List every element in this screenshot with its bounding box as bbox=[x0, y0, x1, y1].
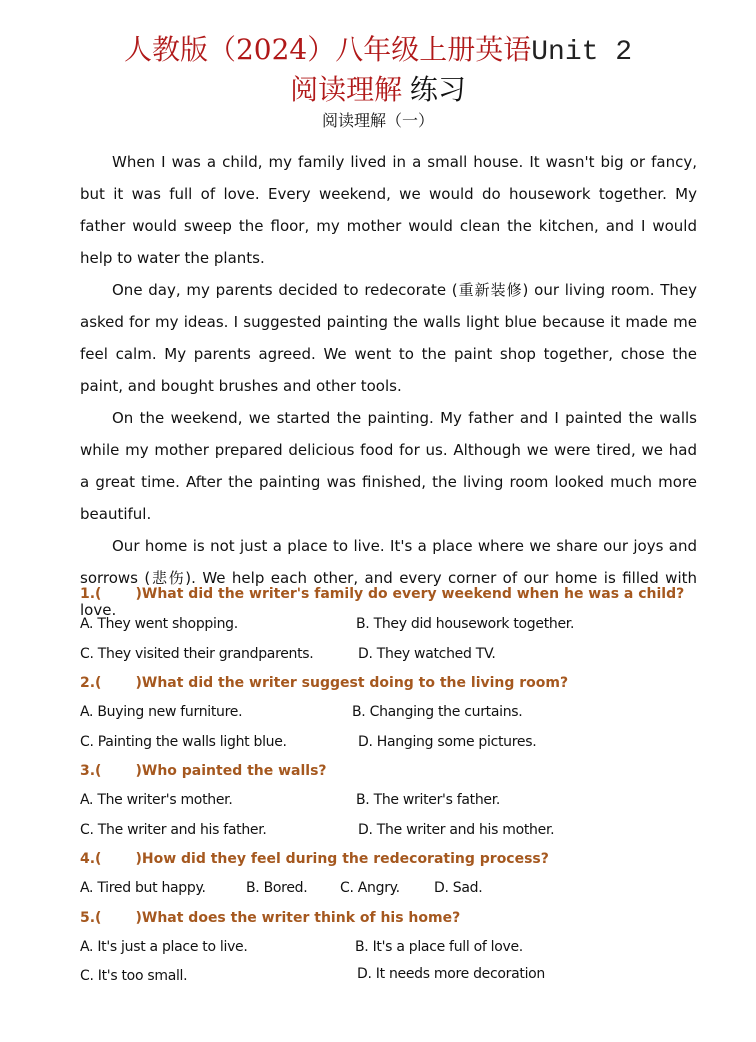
option-4d: D. Sad. bbox=[434, 880, 483, 896]
option-2d: D. Hanging some pictures. bbox=[358, 734, 537, 750]
option-1c: C. They visited their grandparents. bbox=[80, 646, 314, 662]
section-heading: 阅读理解（一） bbox=[321, 111, 434, 130]
question-close: ) bbox=[135, 675, 142, 691]
question-text: What did the writer suggest doing to the living room? bbox=[141, 675, 569, 691]
subtitle-red: 阅读理解 bbox=[290, 73, 403, 106]
option-4b: B. Bored. bbox=[246, 880, 308, 896]
question-number: 5.( bbox=[80, 910, 102, 926]
question-1 bbox=[80, 586, 684, 602]
option-3a: A. The writer's mother. bbox=[80, 792, 233, 808]
passage-paragraph-4: Our home is not just a place to live. It's a place where we share our joys and sorrows (悲伤). We help each other, and every corner of our home is filled with love. bbox=[80, 537, 697, 619]
question-text: Who painted the walls? bbox=[141, 763, 327, 779]
option-5d: D. It needs more decoration bbox=[357, 966, 546, 982]
option-3c: C. The writer and his father. bbox=[80, 822, 267, 838]
title-unit: Unit 2 bbox=[531, 37, 633, 68]
option-1d: D. They watched TV. bbox=[358, 646, 496, 662]
question-number: 2.( bbox=[80, 675, 102, 691]
passage-paragraph-3: On the weekend, we started the painting. My father and I painted the walls while my mother prepared delicious food for us. Although we were tired, we had a great time. After the painting was finished, the living room looked much more beautiful. bbox=[80, 409, 697, 523]
option-1a: A. They went shopping. bbox=[80, 616, 238, 632]
question-close: ) bbox=[135, 851, 142, 867]
question-close: ) bbox=[135, 910, 142, 926]
title-chinese: 人教版（2024）八年级上册英语 bbox=[123, 33, 532, 66]
option-4a: A. Tired but happy. bbox=[80, 880, 206, 896]
question-number: 4.( bbox=[80, 851, 102, 867]
document-title bbox=[0, 32, 756, 71]
option-5a: A. It's just a place to live. bbox=[80, 939, 248, 955]
question-number: 3.( bbox=[80, 763, 102, 779]
question-5 bbox=[80, 910, 460, 926]
option-2a: A. Buying new furniture. bbox=[80, 704, 243, 720]
question-close: ) bbox=[135, 586, 142, 602]
option-3b: B. The writer's father. bbox=[356, 792, 501, 808]
option-3d: D. The writer and his mother. bbox=[358, 822, 555, 838]
question-2 bbox=[80, 675, 568, 691]
option-5b: B. It's a place full of love. bbox=[355, 939, 523, 955]
option-2b: B. Changing the curtains. bbox=[352, 704, 523, 720]
question-text: What did the writer's family do every weekend when he was a child? bbox=[141, 586, 685, 602]
passage-paragraph-1: When I was a child, my family lived in a small house. It wasn't big or fancy, but it was full of love. Every weekend, we would do housework together. My father would sweep the floor, my mother would clean the kitchen, and I would help to water the plants. bbox=[80, 153, 697, 267]
document-subtitle bbox=[0, 72, 756, 108]
subtitle-black: 练习 bbox=[409, 73, 466, 106]
option-4c: C. Angry. bbox=[340, 880, 400, 896]
question-3 bbox=[80, 763, 327, 779]
option-1b: B. They did housework together. bbox=[356, 616, 575, 632]
question-number: 1.( bbox=[80, 586, 102, 602]
question-text: How did they feel during the redecorating process? bbox=[141, 851, 549, 867]
option-5c: C. It's too small. bbox=[80, 968, 188, 984]
option-2c: C. Painting the walls light blue. bbox=[80, 734, 287, 750]
question-4 bbox=[80, 851, 549, 867]
question-close: ) bbox=[135, 763, 142, 779]
question-text: What does the writer think of his home? bbox=[141, 910, 461, 926]
reading-passage bbox=[80, 146, 697, 626]
passage-paragraph-2: One day, my parents decided to redecorate (重新装修) our living room. They asked for my ideas. I suggested painting the walls light blue because it made me feel calm. My parents agreed. We went to the paint shop together, chose the paint, and bought brushes and other tools. bbox=[80, 281, 697, 395]
